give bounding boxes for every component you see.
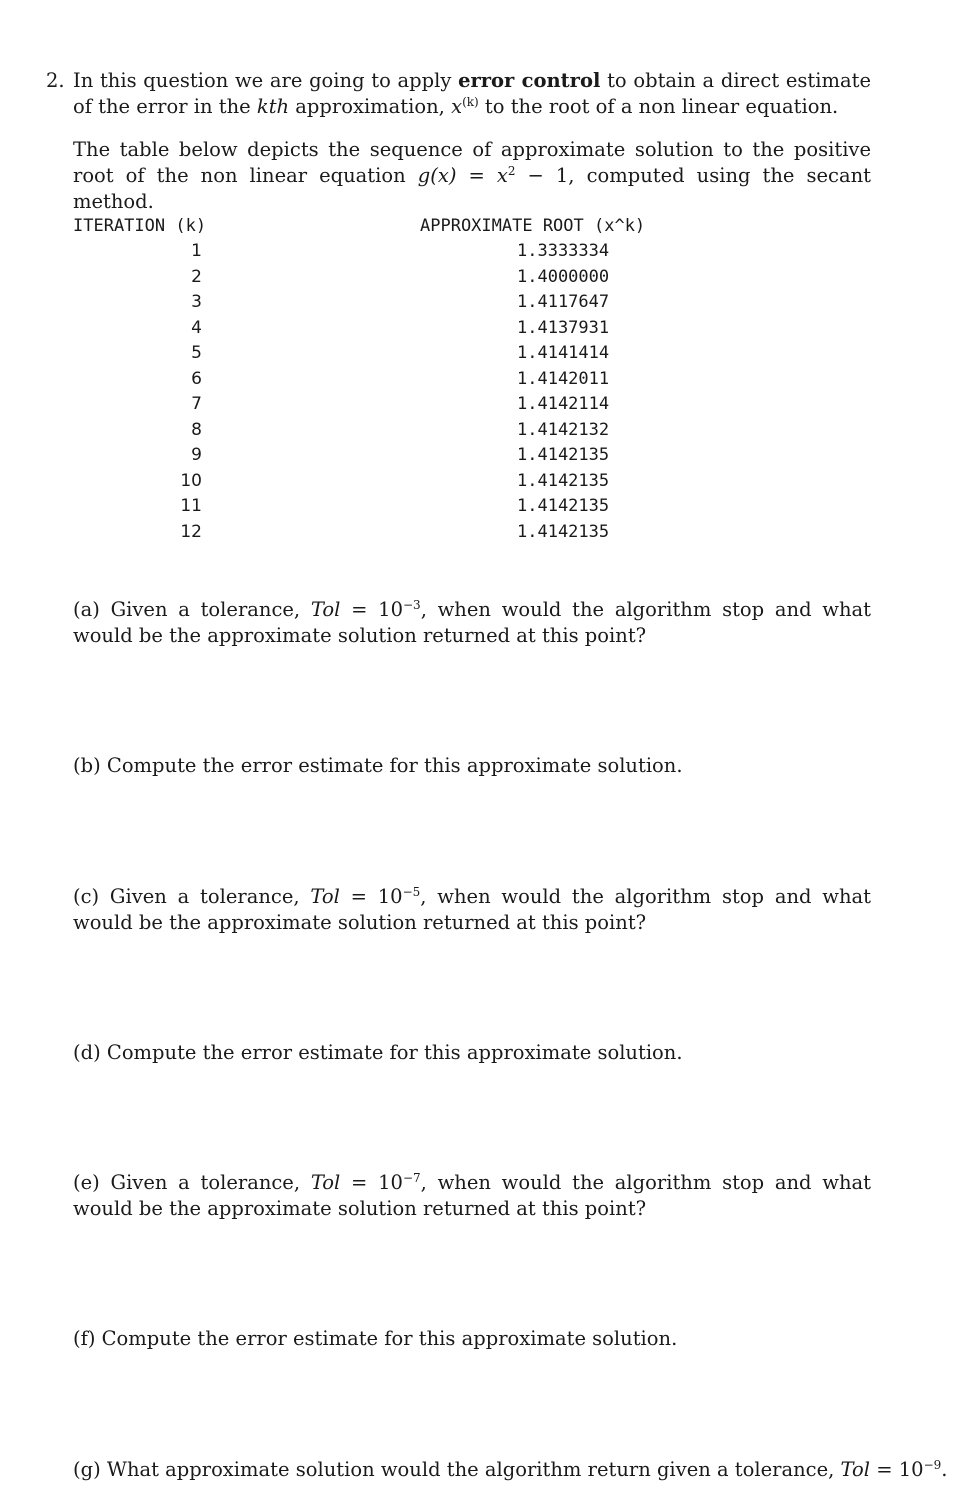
approximate-root-value: 1.4142135	[517, 522, 610, 542]
part-g	[73, 1457, 948, 1483]
intro-text-4: to the root of a non linear equation.	[484, 95, 839, 118]
part-e	[73, 1170, 871, 1222]
part-g-text: (g) What approximate solution would the algorithm return given a tolerance,	[73, 1458, 835, 1481]
kth-term: kth	[256, 95, 290, 118]
part-a-eq: = 10	[340, 598, 403, 621]
part-g-end: .	[941, 1458, 948, 1481]
header-approximate-root: APPROXIMATE ROOT (x^k)	[420, 216, 646, 236]
part-a-exponent: −3	[402, 598, 421, 612]
x-k-superscript: (k)	[462, 95, 479, 109]
part-e-question: , when would the algorithm stop and what would be the approximate solution returned at this point?	[73, 1171, 871, 1220]
description-text-2: computed using the secant method.	[73, 164, 871, 213]
approximate-root-value: 1.4142114	[517, 394, 610, 414]
equation: g(x) = x	[417, 164, 508, 187]
part-e-text: (e) Given a tolerance,	[73, 1171, 301, 1194]
approximate-root-value: 1.4117647	[517, 292, 610, 312]
iteration-number: 10	[180, 471, 202, 491]
part-a-tol: Tol	[310, 598, 341, 621]
approximate-root-value: 1.4142135	[517, 471, 610, 491]
part-c-exponent: −5	[402, 885, 421, 899]
description-text-1: The table below depicts the sequence of approximate solution to the positive root of the non linear equation	[73, 138, 871, 187]
approximate-root-value: 1.4142135	[517, 445, 610, 465]
table-description	[73, 137, 871, 215]
intro-text-3: approximation,	[295, 95, 445, 118]
question-intro	[73, 68, 871, 120]
approximate-root-value: 1.4137931	[517, 318, 610, 338]
iteration-number: 5	[191, 343, 202, 363]
approximate-root-value: 1.4000000	[517, 267, 610, 287]
part-g-exponent: −9	[923, 1458, 942, 1472]
part-c-question: , when would the algorithm stop and what would be the approximate solution returned at this point?	[73, 885, 871, 934]
part-f: (f) Compute the error estimate for this approximate solution.	[73, 1327, 678, 1350]
part-a	[73, 597, 871, 649]
part-c-text: (c) Given a tolerance,	[73, 885, 300, 908]
iteration-number: 12	[180, 522, 202, 542]
part-e-exponent: −7	[402, 1171, 421, 1185]
iteration-number: 6	[191, 369, 202, 389]
approximate-root-value: 1.4142011	[517, 369, 610, 389]
part-e-eq: = 10	[340, 1171, 403, 1194]
iteration-number: 9	[191, 445, 202, 465]
header-iteration: ITERATION (k)	[73, 216, 207, 236]
question-number: 2.	[46, 69, 65, 92]
intro-text-2: to obtain a direct estimate of the error in the	[73, 69, 872, 118]
iteration-number: 2	[191, 267, 202, 287]
approximate-root-value: 1.3333334	[517, 241, 610, 261]
intro-text-1: In this question we are going to apply	[73, 69, 452, 92]
part-e-tol: Tol	[310, 1171, 341, 1194]
part-a-question: , when would the algorithm stop and what would be the approximate solution returned at this point?	[73, 598, 871, 647]
part-c	[73, 884, 871, 936]
approximate-root-value: 1.4142135	[517, 496, 610, 516]
part-c-tol: Tol	[310, 885, 340, 908]
part-b: (b) Compute the error estimate for this approximate solution.	[73, 754, 683, 777]
approximate-root-value: 1.4141414	[517, 343, 610, 363]
part-d: (d) Compute the error estimate for this approximate solution.	[73, 1041, 683, 1064]
part-g-eq: = 10	[870, 1458, 924, 1481]
equation-exponent: 2	[507, 164, 516, 178]
iteration-number: 1	[191, 241, 202, 261]
approximate-root-value: 1.4142132	[517, 420, 610, 440]
iteration-number: 11	[180, 496, 202, 516]
error-control-term: error control	[458, 69, 601, 92]
equation-tail: − 1,	[515, 164, 575, 187]
iteration-number: 7	[191, 394, 202, 414]
part-c-eq: = 10	[339, 885, 403, 908]
iteration-number: 4	[191, 318, 202, 338]
iteration-number: 3	[191, 292, 202, 312]
part-g-tol: Tol	[840, 1458, 871, 1481]
part-a-text: (a) Given a tolerance,	[73, 598, 301, 621]
x-k-symbol: x	[451, 95, 463, 118]
iteration-number: 8	[191, 420, 202, 440]
